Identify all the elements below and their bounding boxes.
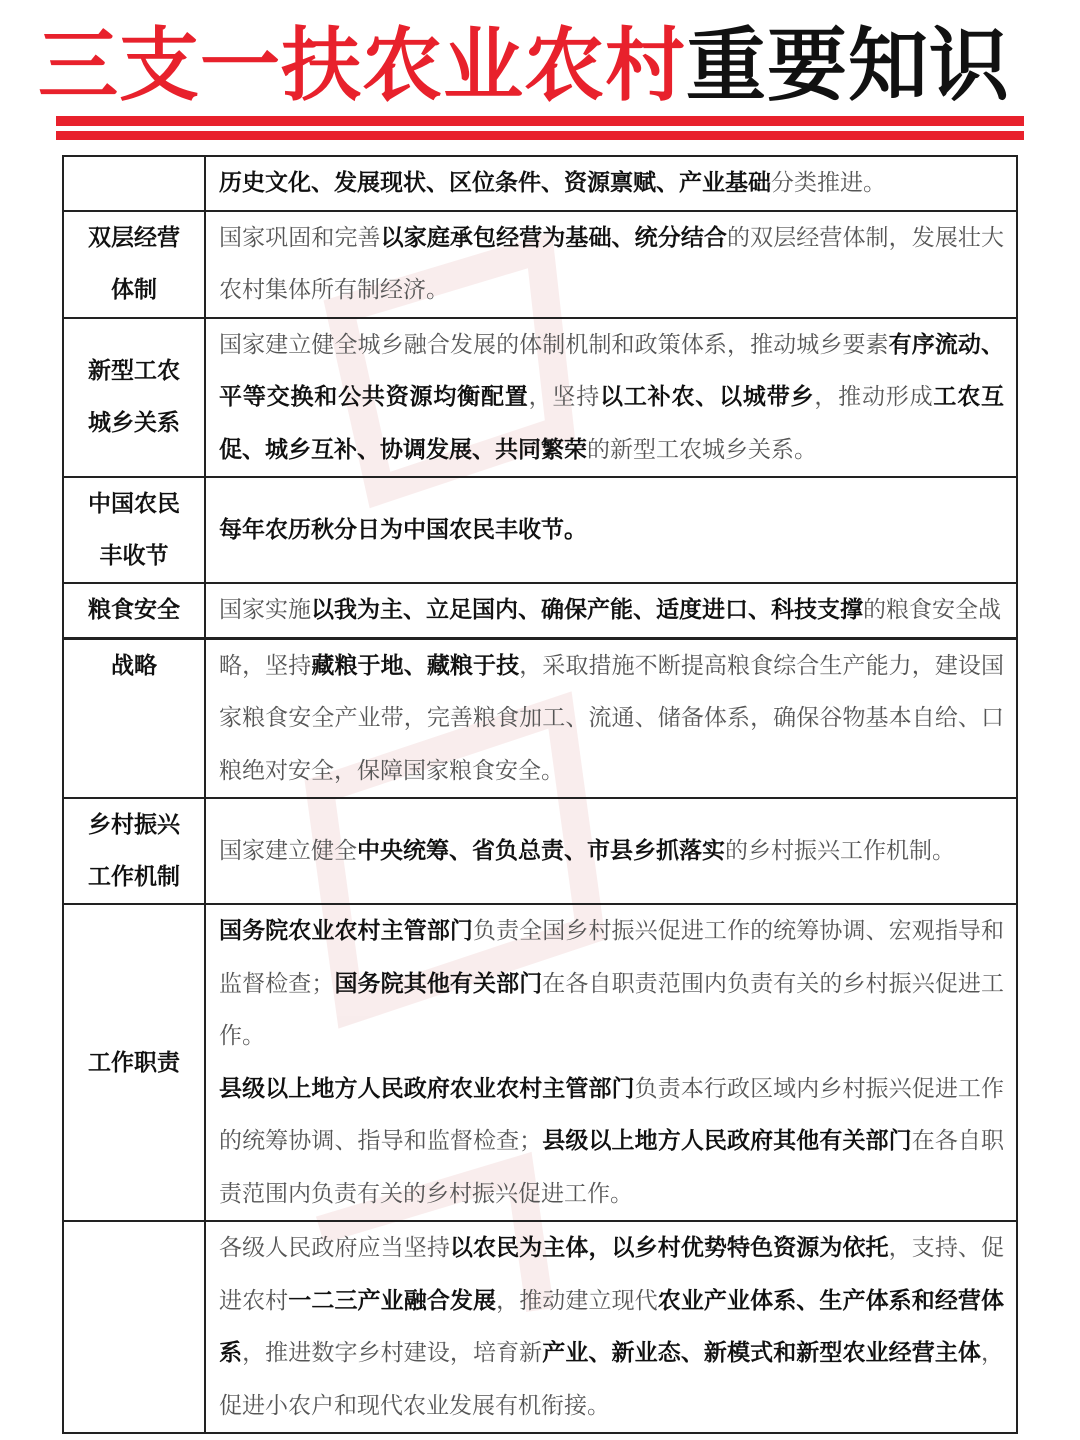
body-text: 国家实施: [219, 597, 311, 623]
key-term: 以我为主、立足国内、确保产能、适度进口、科技支撑: [311, 597, 863, 623]
body-text: 分类推进。: [771, 170, 886, 196]
row-label-line: 工作机制: [88, 864, 180, 890]
table-row: [63, 477, 1017, 583]
table-row: [63, 1221, 1017, 1433]
row-label-line: 丰收节: [99, 543, 169, 569]
row-label: [63, 1221, 205, 1433]
body-text: 各级人民政府应当坚持: [219, 1235, 450, 1261]
body-text: 略，坚持: [219, 652, 312, 679]
row-label-line: 新型工农: [88, 358, 180, 385]
key-term: 一二三产业融合发展: [288, 1287, 497, 1314]
row-content: [205, 1221, 1017, 1433]
body-text: 的双层经营体制，发展壮大农村集体所有制经济。: [219, 224, 1005, 303]
body-text: ，推动形成: [814, 384, 934, 410]
key-term: 历史文化、发展现状、区位条件、资源禀赋、产业基础: [219, 170, 771, 196]
key-term: 国务院农业农村主管部门: [219, 918, 473, 944]
table-row: [63, 211, 1017, 318]
title-underline-thin: [56, 131, 1024, 140]
body-text: 负责本行政区域内乡村振兴促进工作的统筹协调、指导和监督检查；: [219, 1075, 1005, 1154]
table-row: [63, 583, 1017, 638]
row-label-line: 战略: [111, 652, 157, 679]
row-content: [205, 638, 1017, 798]
body-text: 的乡村振兴工作机制。: [725, 837, 955, 864]
key-term: 县级以上地方人民政府农业农村主管部门: [219, 1075, 635, 1102]
row-content: [205, 211, 1017, 318]
row-label-line: 工作职责: [88, 1049, 180, 1076]
row-content: [205, 798, 1017, 904]
key-term: 中央统筹、省负总责、市县乡抓落实: [357, 837, 725, 864]
table-row: [63, 318, 1017, 478]
body-text: ，坚持: [528, 384, 600, 410]
row-label: [63, 318, 205, 478]
row-label-line: 体制: [111, 277, 157, 303]
key-term: 以农民为主体，以乡村优势特色资源为依托: [449, 1235, 889, 1261]
table-row: [63, 638, 1017, 798]
body-text: 在各自职责范围内负责有关的乡村振兴促进工作。: [219, 1128, 1005, 1207]
body-text: 的新型工农城乡关系。: [587, 436, 817, 463]
row-label: [63, 638, 205, 798]
body-text: 负责全国乡村振兴促进工作的统筹协调、宏观指导和监督检查；: [219, 918, 1005, 997]
body-text: ，推动建立现代: [496, 1287, 658, 1314]
body-text: ，采取措施不断提高粮食综合生产能力，建设国家粮食安全产业带，完善粮食加工、流通、储备体系，确保谷物基本自给、口粮绝对安全，保障国家粮食安全。: [219, 652, 1005, 784]
knowledge-table: [62, 155, 1018, 1434]
row-label: [63, 156, 205, 211]
row-label: [63, 904, 205, 1221]
row-label: [63, 477, 205, 583]
row-label-line: 中国农民: [88, 491, 180, 517]
row-content: [205, 477, 1017, 583]
row-label: [63, 798, 205, 904]
title-black-part: 重要知识: [686, 19, 1010, 112]
key-term: 藏粮于地、藏粮于技: [311, 652, 520, 679]
row-label: [63, 211, 205, 318]
title-red-part: 三支一扶农业农村: [38, 19, 686, 112]
body-text: ，推进数字乡村建设，培育新: [242, 1340, 543, 1366]
table-row: [63, 156, 1017, 211]
key-term: 工农互促、城乡互补、协调发展、共同繁荣: [219, 384, 1004, 463]
key-term: 每年农历秋分日为中国农民丰收节。: [219, 516, 587, 543]
table-row: [63, 904, 1017, 1221]
title-underline-thick: [56, 116, 1024, 126]
row-content: [205, 904, 1017, 1221]
body-text: 国家巩固和完善: [219, 224, 381, 251]
body-text: 的粮食安全战: [863, 597, 1001, 623]
table-row: [63, 798, 1017, 904]
row-content: [205, 583, 1017, 638]
key-term: 农业产业体系、生产体系和经营体系: [219, 1287, 1005, 1366]
row-label-line: 乡村振兴: [88, 812, 180, 838]
row-label-line: 城乡关系: [88, 410, 180, 437]
key-term: 以工补农、以城带乡: [600, 384, 815, 410]
body-text: 在各自职责范围内负责有关的乡村振兴促进工作。: [219, 970, 1005, 1049]
key-term: 有序流动、平等交换和公共资源均衡配置: [219, 331, 1005, 410]
body-text: 国家建立健全城乡融合发展的体制机制和政策体系，推动城乡要素: [219, 331, 889, 358]
key-term: 以家庭承包经营为基础、统分结合: [380, 224, 728, 251]
key-term: 县级以上地方人民政府其他有关部门: [542, 1128, 912, 1154]
key-term: 国务院其他有关部门: [334, 970, 543, 997]
row-label: [63, 583, 205, 638]
body-text: ，支持、促进农村: [219, 1235, 1005, 1314]
body-text: ，促进小农户和现代农业发展有机衔接。: [219, 1340, 1005, 1419]
row-content: [205, 156, 1017, 211]
key-term: 产业、新业态、新模式和新型农业经营主体: [542, 1340, 982, 1366]
page-title: [38, 18, 1058, 114]
row-content: [205, 318, 1017, 478]
body-text: 国家建立健全: [219, 837, 357, 864]
row-label-line: 粮食安全: [88, 597, 180, 624]
row-label-line: 双层经营: [88, 225, 180, 251]
